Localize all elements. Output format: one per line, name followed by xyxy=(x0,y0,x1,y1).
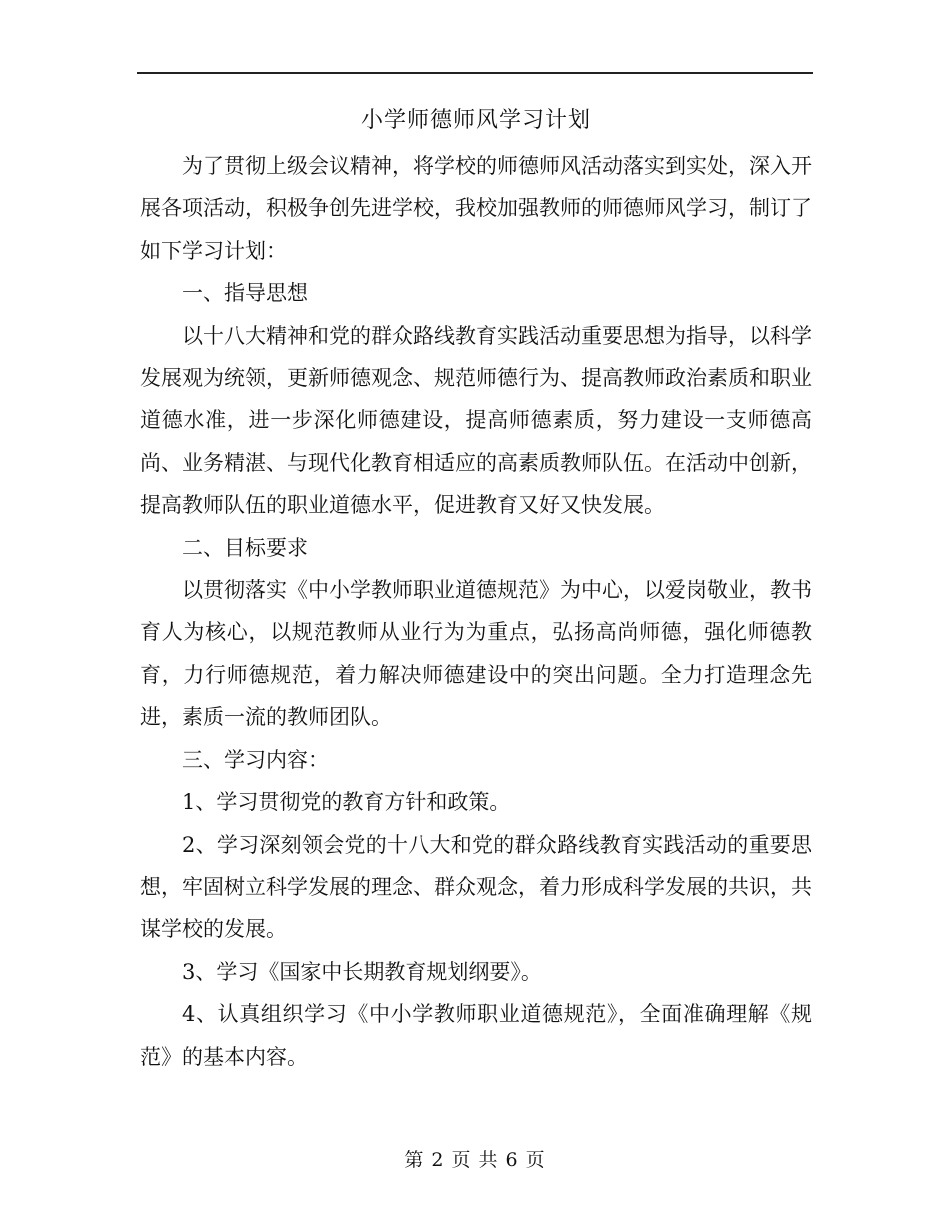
intro-paragraph: 为了贯彻上级会议精神，将学校的师德师风活动落实到实处，深入开展各项活动，积极争创先进学校，我校加强教师的师德师风学习，制订了如下学习计划： xyxy=(140,154,812,263)
guiding-ideology-paragraph: 以十八大精神和党的群众路线教育实践活动重要思想为指导，以科学发展观为统领，更新师德观念、规范师德行为、提高教师政治素质和职业道德水准，进一步深化师德建设，提高师德素质，努力建设一支师德高尚、业务精湛、与现代化教育相适应的高素质教师队伍。在活动中创新，提高教师队伍的职业道德水平，促进教育又好又快发展。 xyxy=(140,323,812,518)
document-title: 小学师德师风学习计划 xyxy=(360,108,591,133)
study-item-2: 2、学习深刻领会党的十八大和党的群众路线教育实践活动的重要思想，牢固树立科学发展的理念、群众观念，着力形成科学发展的共识，共谋学校的发展。 xyxy=(140,832,812,942)
section-heading-study-content: 三、学习内容： xyxy=(182,747,329,772)
page-number-footer: 第 2 页 共 6 页 xyxy=(404,1149,546,1171)
document-body xyxy=(140,104,812,1078)
study-item-4: 4、认真组织学习《中小学教师职业道德规范》，全面准确理解《规范》的基本内容。 xyxy=(140,1002,812,1069)
study-item-3: 3、学习《国家中长期教育规划纲要》。 xyxy=(182,959,542,984)
section-heading-objectives: 二、目标要求 xyxy=(182,535,308,560)
section-heading-guiding-ideology: 一、指导思想 xyxy=(182,281,308,306)
objectives-paragraph: 以贯彻落实《中小学教师职业道德规范》为中心，以爱岗敬业，教书育人为核心，以规范教师从业行为为重点，弘扬高尚师德，强化师德教育，力行师德规范，着力解决师德建设中的突出问题。全力打造理念先进，素质一流的教师团队。 xyxy=(140,578,812,730)
header-divider xyxy=(137,72,813,74)
study-item-1: 1、学习贯彻党的教育方针和政策。 xyxy=(182,790,511,815)
